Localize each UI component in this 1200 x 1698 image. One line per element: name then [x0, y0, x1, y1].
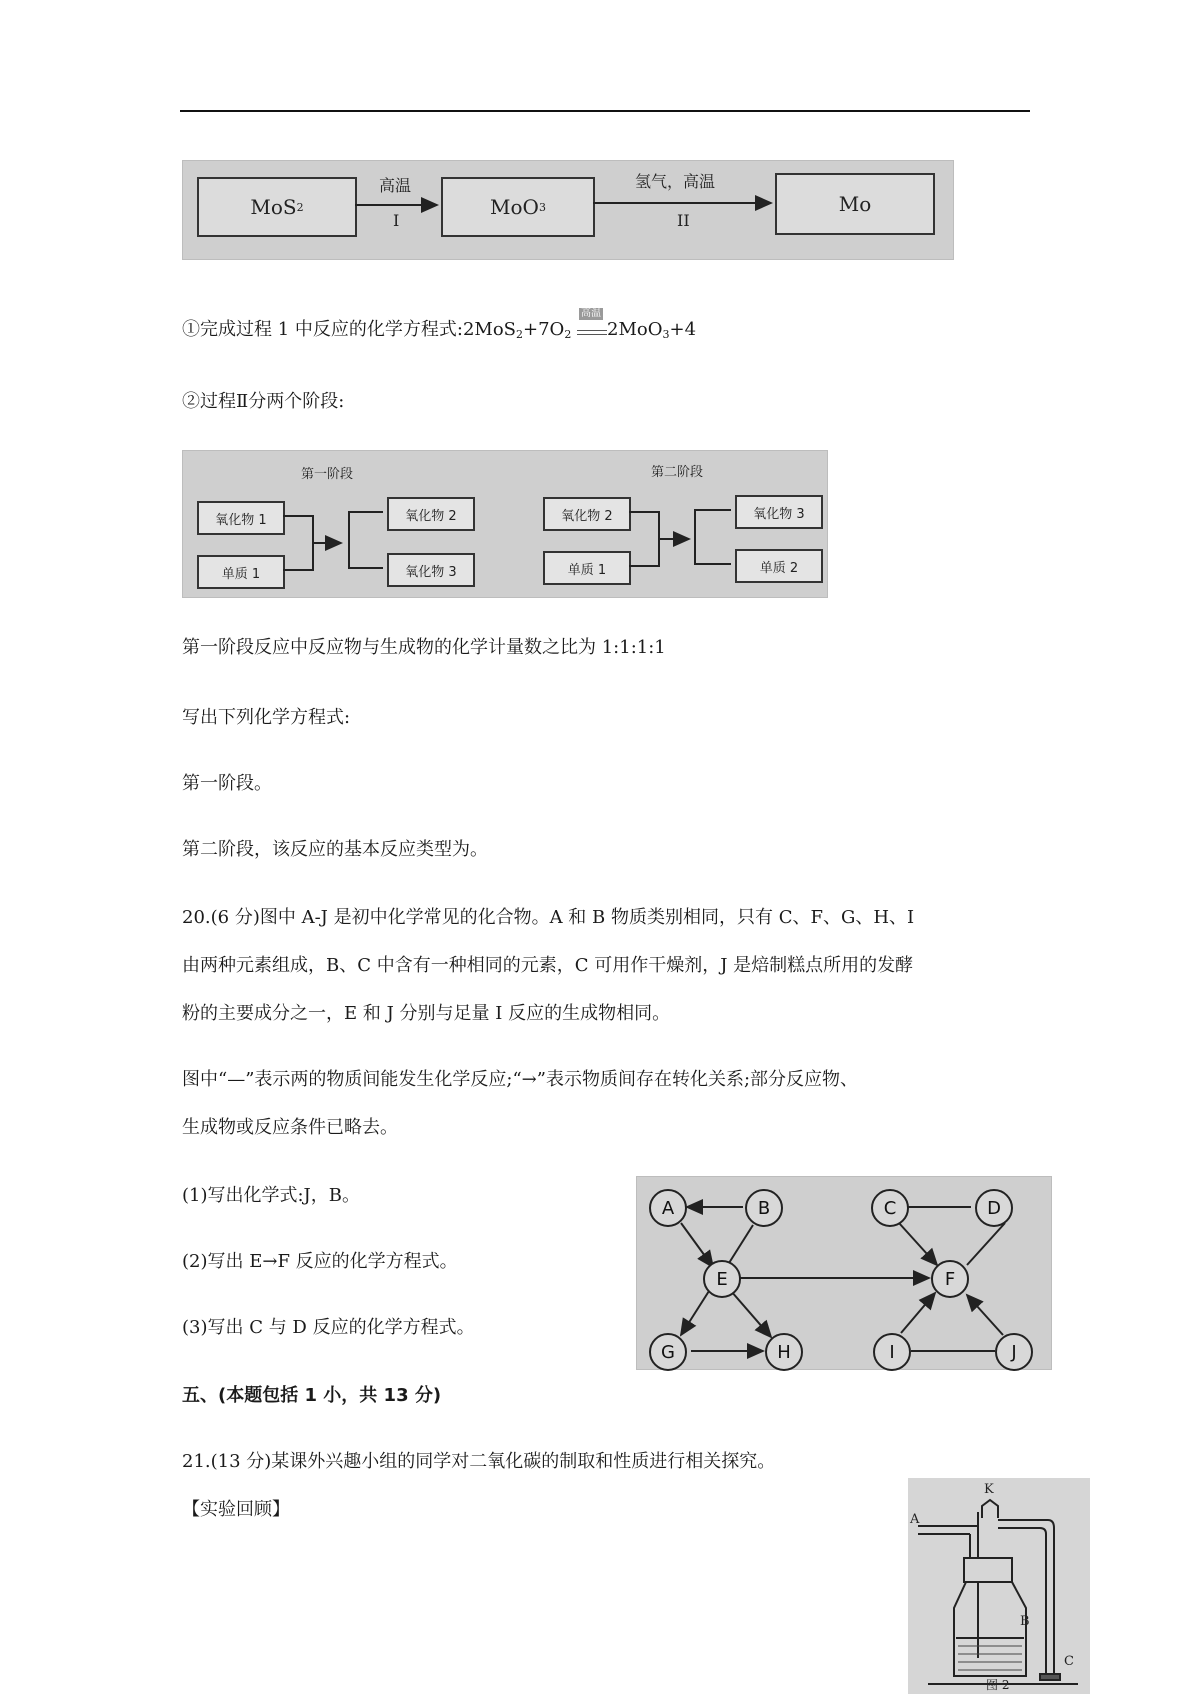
stages-connectors: [183, 451, 827, 597]
apparatus-label-c: C: [1064, 1654, 1074, 1669]
q19-sub1: 2: [516, 328, 524, 341]
s2-element2: 单质 2: [735, 549, 823, 583]
apparatus-label-b: B: [1020, 1614, 1030, 1629]
s1-oxide1: 氧化物 1: [197, 501, 285, 535]
q19-sub3: 3: [662, 328, 670, 341]
q19-step2: ②过程Ⅱ分两个阶段:: [182, 391, 345, 412]
s2-oxide3: 氧化物 3: [735, 495, 823, 529]
node-d: D: [975, 1189, 1013, 1227]
condition-text: 高温: [581, 308, 602, 319]
s2-oxide2: 氧化物 2: [543, 497, 631, 531]
q20-sub3: (3)写出 C 与 D 反应的化学方程式。: [182, 1317, 475, 1338]
relation-graph-figure: [636, 1176, 1052, 1370]
q20-sub2: (2)写出 E→F 反应的化学方程式。: [182, 1251, 458, 1272]
node-a: A: [649, 1189, 687, 1227]
q19-stage2: 第二阶段，该反应的基本反应类型为。: [182, 839, 488, 860]
reaction-condition-sign: [577, 308, 607, 342]
q21-line1: 21.(13 分)某课外兴趣小组的同学对二氧化碳的制取和性质进行相关探究。: [182, 1451, 776, 1472]
section5-heading: 五、(本题包括 1 小，共 13 分): [182, 1385, 442, 1406]
q19-step1-prefix: ①完成过程 1 中反应的化学方程式:2MoS: [182, 319, 517, 340]
node-f: F: [931, 1260, 969, 1298]
moo3-label: MoO: [490, 195, 539, 219]
q20-line2: 由两种元素组成，B、C 中含有一种相同的元素，C 可用作干燥剂，J 是焙制糕点所用的发酵: [182, 955, 914, 976]
s1-oxide2: 氧化物 2: [387, 497, 475, 531]
q20-line1: 20.(6 分)图中 A-J 是初中化学常见的化合物。A 和 B 物质类别相同，只有 C、F、G、H、I: [182, 907, 915, 928]
q21-heading: 【实验回顾】: [182, 1499, 290, 1520]
node-h: H: [765, 1333, 803, 1371]
apparatus-label-k: K: [984, 1482, 994, 1497]
mos2-sub: 2: [296, 200, 304, 214]
q19-stage1: 第一阶段。: [182, 773, 272, 794]
q20-line5: 生成物或反应条件已略去。: [182, 1117, 398, 1138]
apparatus-label-a: A: [910, 1512, 920, 1527]
stage2-title: 第二阶段: [651, 465, 704, 480]
apparatus-caption: 图 2: [986, 1678, 1010, 1692]
apparatus-drawing: [908, 1478, 1090, 1694]
q20-line3: 粉的主要成分之一，E 和 J 分别与足量 I 反应的生成物相同。: [182, 1003, 671, 1024]
arrow1-condition: 高温: [379, 176, 412, 195]
q20-sub1: (1)写出化学式:J，B。: [182, 1185, 361, 1206]
mos2-label: MoS: [250, 195, 297, 219]
q19-step1-after: 2MoO: [607, 319, 663, 340]
mo-label: Mo: [838, 192, 872, 216]
q19-step1: [182, 308, 697, 347]
arrow2-step: II: [677, 211, 690, 230]
apparatus-figure: [908, 1478, 1090, 1694]
q19-ratio: 第一阶段反应中反应物与生成物的化学计量数之比为 1:1:1:1: [182, 637, 666, 658]
node-e: E: [703, 1260, 741, 1298]
arrow2-condition: 氢气，高温: [635, 172, 716, 191]
q20-line4: 图中“—”表示两的物质间能发生化学反应;“→”表示物质间存在转化关系;部分反应物、: [182, 1069, 859, 1090]
q19-step1-mid: +7O: [523, 319, 565, 340]
node-i: I: [873, 1333, 911, 1371]
node-c: C: [871, 1189, 909, 1227]
stage1-title: 第一阶段: [301, 467, 354, 482]
node-b: B: [745, 1189, 783, 1227]
node-j: J: [995, 1333, 1033, 1371]
s2-element1: 单质 1: [543, 551, 631, 585]
q19-write: 写出下列化学方程式:: [182, 707, 351, 728]
header-rule: [180, 110, 1030, 112]
q19-sub2: 2: [564, 328, 572, 341]
arrow1-step: I: [393, 211, 400, 230]
q19-step1-end: +4: [669, 319, 697, 340]
process-arrows: [183, 161, 953, 259]
moo3-sub: 3: [538, 200, 546, 214]
process-flow-figure: [182, 160, 954, 260]
s1-element1: 单质 1: [197, 555, 285, 589]
s1-oxide3: 氧化物 3: [387, 553, 475, 587]
stages-figure: [182, 450, 828, 598]
node-g: G: [649, 1333, 687, 1371]
